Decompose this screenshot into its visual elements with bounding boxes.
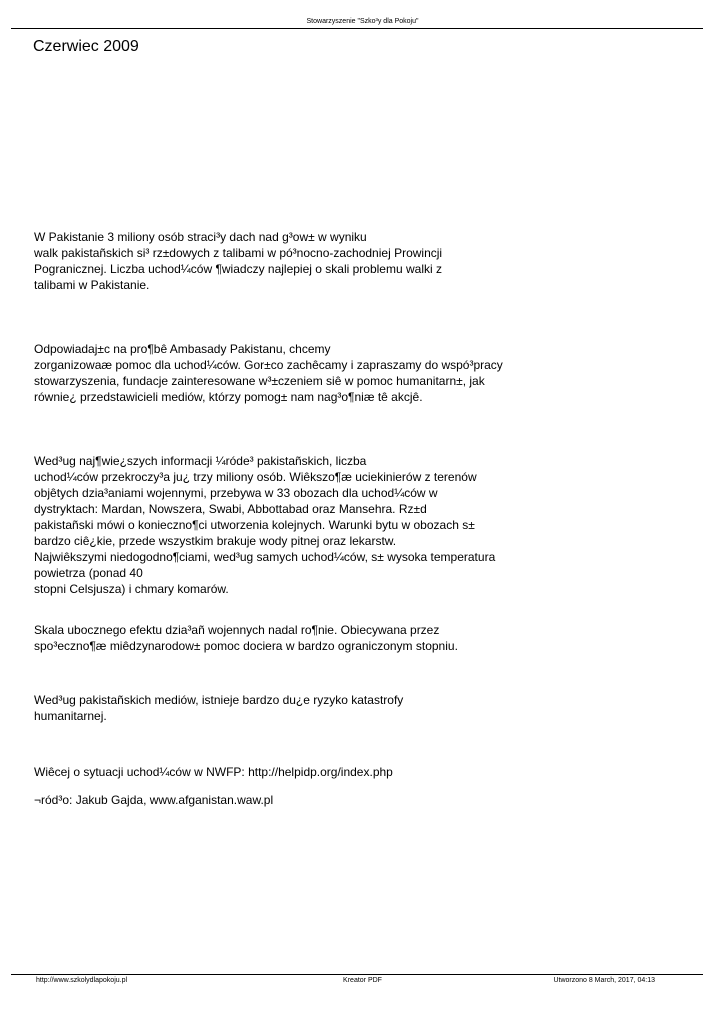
footer-url-link[interactable]: http://www.szkolydlapokoju.pl (36, 977, 128, 984)
paragraph-humanitarian-risk: Wed³ug pakistañskich mediów, istnieje bardzo du¿e ryzyko katastrofy humanitarnej. (34, 693, 404, 723)
paragraph-displacement: W Pakistanie 3 miliony osób straci³y dach nad g³ow± w wyniku walk pakistañskich si³ rz±dowych z talibami w pó³nocno-zachodniej Prowincji Pogranicznej. Liczba uchod¼ców ¶wiadczy najlepiej o skali problemu walki z talibami w Pakistanie. (34, 230, 443, 292)
paragraph-war-effects: Skala ubocznego efektu dzia³añ wojennych nadal ro¶nie. Obiecywana przez spo³eczno¶æ miêdzynarodow± pomoc dociera w bardzo ograniczonym stopniu. (34, 623, 458, 653)
page-title: Czerwiec 2009 (33, 38, 139, 55)
header-divider (11, 28, 703, 29)
paragraph-source: ¬ród³o: Jakub Gajda, www.afganistan.waw.pl (34, 793, 274, 807)
footer-created-date: Utworzono 8 March, 2017, 04:13 (553, 977, 655, 984)
page-header-title: Stowarzyszenie "Szko³y dla Pokoju" (306, 18, 419, 25)
paragraph-refugee-camps: Wed³ug naj¶wie¿szych informacji ¼róde³ pakistañskich, liczba uchod¼ców przekroczy³a ju¿ trzy miliony osób. Wiêkszo¶æ uciekinierów z terenów objêtych dzia³aniami wojennymi, przebywa w 33 obozach dla uchod¼ców w dystryktach: Mardan, Nowszera, Swabi, Abbottabad oraz Mansehra. Rz±d pakistañski mówi o konieczno¶ci utworzenia kolejnych. Warunki bytu w obozach s± bardzo ciê¿kie, przede wszystkim brakuje wody pitnej oraz lekarstw. Najwiêkszymi niedogodno¶ciami, wed³ug samych uchod¼ców, s± wysoka temperatura powietrza (ponad 40 stopni Celsjusza) i chmary komarów. (34, 454, 496, 596)
footer-divider (11, 974, 703, 975)
paragraph-more-info: Wiêcej o sytuacji uchod¼ców w NWFP: http://helpidp.org/index.php (34, 765, 393, 779)
paragraph-embassy-request: Odpowiadaj±c na pro¶bê Ambasady Pakistanu, chcemy zorganizowaæ pomoc dla uchod¼ców. Gor±co zachêcamy i zapraszamy do wspó³pracy stowarzyszenia, fundacje zainteresowane w³±czeniem siê w pomoc humanitarn±, jak równie¿ przedstawicieli mediów, którzy pomog± nam nag³o¶niæ tê akcjê. (34, 342, 503, 404)
footer-generator: Kreator PDF (343, 977, 382, 984)
